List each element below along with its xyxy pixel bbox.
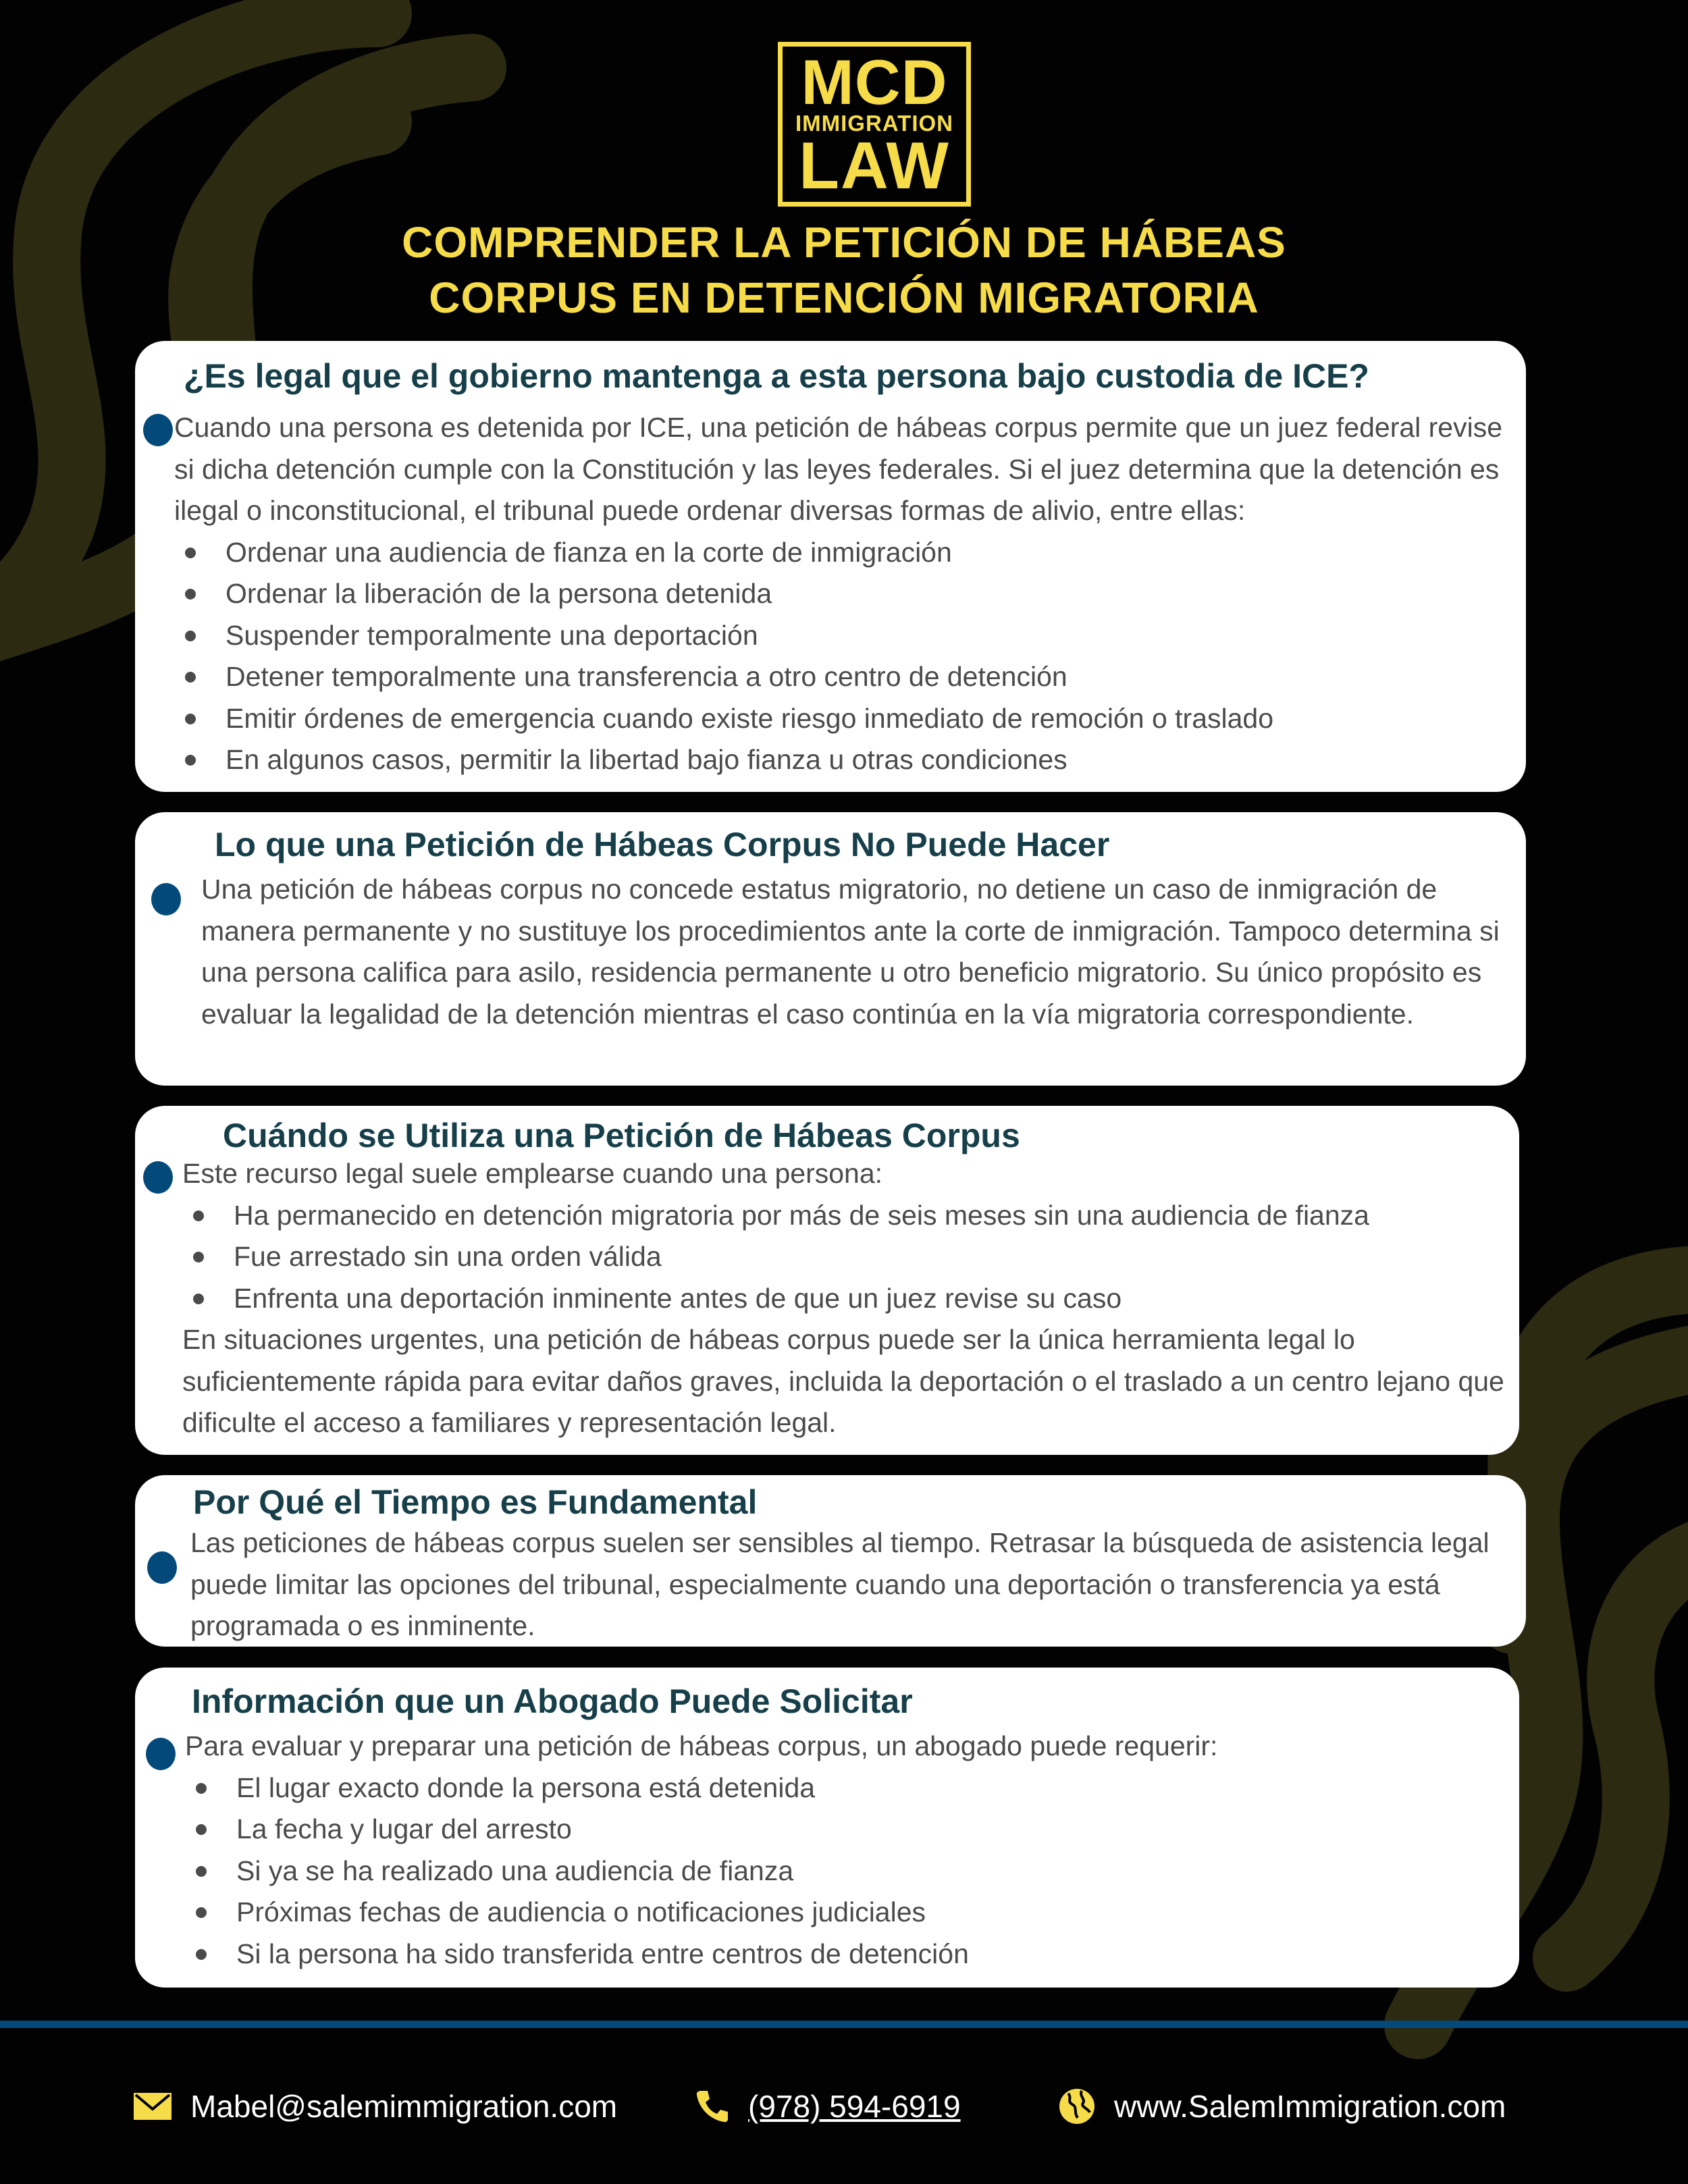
email-link[interactable]: Mabel@salemimmigration.com <box>190 2089 618 2124</box>
logo-mcd: MCD <box>801 47 948 117</box>
section-body <box>182 1153 1506 1444</box>
logo-law: LAW <box>799 128 950 203</box>
section-intro: Las peticiones de hábeas corpus suelen ser sensibles al tiempo. Retrasar la búsqueda de asistencia legal puede limitar las opciones del tribunal, especialmente cuando una deportación o transferencia ya está programada o es inminente. <box>190 1527 1489 1641</box>
list-item: Próximas fechas de audiencia o notificaciones judiciales <box>185 1892 1508 1934</box>
section-heading: Lo que una Petición de Hábeas Corpus No Puede Hacer <box>215 826 1110 863</box>
section-bullet-dot-icon <box>143 1161 173 1194</box>
section-body <box>190 1522 1514 1647</box>
website-link[interactable]: www.SalemImmigration.com <box>1114 2089 1506 2124</box>
list-item: La fecha y lugar del arresto <box>185 1809 1508 1850</box>
contact-email[interactable] <box>134 2083 617 2130</box>
envelope-icon <box>134 2093 172 2120</box>
list-item: Si la persona ha sido transferida entre centros de detención <box>185 1934 1508 1975</box>
logo-immigration: IMMIGRATION <box>795 111 954 136</box>
list-item: Si ya se ha realizado una audiencia de fianza <box>185 1850 1508 1892</box>
section-intro: Una petición de hábeas corpus no concede estatus migratorio, no detiene un caso de inmigración de manera permanente y no sustituye los procedimientos ante la corte de inmigración. Tampoco determina si una persona califica para asilo, residencia permanente u otro beneficio migratorio. Su único propósito es evaluar la legalidad de la detención mientras el caso continúa en la vía migratoria correspondiente. <box>201 874 1500 1030</box>
list-item: Enfrenta una deportación inminente antes de que un juez revise su caso <box>182 1278 1506 1320</box>
section-bullet-dot-icon <box>146 1738 176 1770</box>
section-body <box>201 869 1511 1035</box>
section-heading: Información que un Abogado Puede Solicitar <box>192 1682 913 1720</box>
list-item: Detener temporalmente una transferencia a otro centro de detención <box>174 656 1518 698</box>
section-body <box>174 407 1518 781</box>
section-card-legality <box>135 341 1526 792</box>
contact-phone[interactable] <box>695 2083 961 2130</box>
page-title-line1: COMPRENDER LA PETICIÓN DE HÁBEAS <box>402 218 1286 267</box>
section-bullet-dot-icon <box>143 414 173 446</box>
section-outro: En situaciones urgentes, una petición de hábeas corpus puede ser la única herramienta legal lo suficientemente rápida para evitar daños graves, incluida la deportación o el traslado a un centro lejano que dificulte el acceso a familiares y representación legal. <box>182 1324 1504 1438</box>
phone-icon <box>695 2089 729 2123</box>
list-item: Ordenar una audiencia de fianza en la corte de inmigración <box>174 532 1518 574</box>
section-bullet-dot-icon <box>147 1551 177 1584</box>
section-heading: ¿Es legal que el gobierno mantenga a esta persona bajo custodia de ICE? <box>184 357 1369 395</box>
section-heading: Por Qué el Tiempo es Fundamental <box>193 1483 758 1521</box>
page-title-line2: CORPUS EN DETENCIÓN MIGRATORIA <box>429 273 1259 322</box>
required-info-list <box>185 1767 1508 1975</box>
phone-link[interactable]: (978) 594-6919 <box>748 2089 961 2124</box>
section-body <box>185 1726 1508 1975</box>
mcd-immigration-law-logo <box>778 42 971 207</box>
section-intro: Para evaluar y preparar una petición de hábeas corpus, un abogado puede requerir: <box>185 1730 1218 1761</box>
list-item: Fue arrestado sin una orden válida <box>182 1236 1506 1278</box>
section-card-limitations <box>135 812 1526 1086</box>
section-bullet-dot-icon <box>151 883 181 915</box>
section-heading: Cuándo se Utiliza una Petición de Hábeas Corpus <box>223 1117 1020 1154</box>
section-intro: Este recurso legal suele emplearse cuando una persona: <box>182 1158 883 1189</box>
page-title <box>203 215 1485 325</box>
list-item: En algunos casos, permitir la libertad bajo fianza u otras condiciones <box>174 739 1518 781</box>
list-item: Emitir órdenes de emergencia cuando existe riesgo inmediato de remoción o traslado <box>174 698 1518 740</box>
circumstances-list <box>182 1195 1506 1320</box>
relief-list <box>174 532 1518 781</box>
section-card-timing <box>135 1475 1526 1647</box>
list-item: El lugar exacto donde la persona está detenida <box>185 1767 1508 1809</box>
list-item: Suspender temporalmente una deportación <box>174 615 1518 657</box>
section-card-attorney-info <box>135 1668 1519 1988</box>
footer-divider <box>0 2021 1688 2028</box>
contact-website[interactable] <box>1059 2083 1506 2130</box>
section-card-when-used <box>135 1106 1519 1455</box>
list-item: Ordenar la liberación de la persona detenida <box>174 573 1518 615</box>
section-intro: Cuando una persona es detenida por ICE, una petición de hábeas corpus permite que un juez federal revise si dicha detención cumple con la Constitución y las leyes federales. Si el juez determina que la detención es ilegal o inconstitucional, el tribunal puede ordenar diversas formas de alivio, entre ellas: <box>174 412 1503 526</box>
list-item: Ha permanecido en detención migratoria por más de seis meses sin una audiencia de fianza <box>182 1195 1506 1237</box>
globe-icon <box>1059 2088 1095 2125</box>
